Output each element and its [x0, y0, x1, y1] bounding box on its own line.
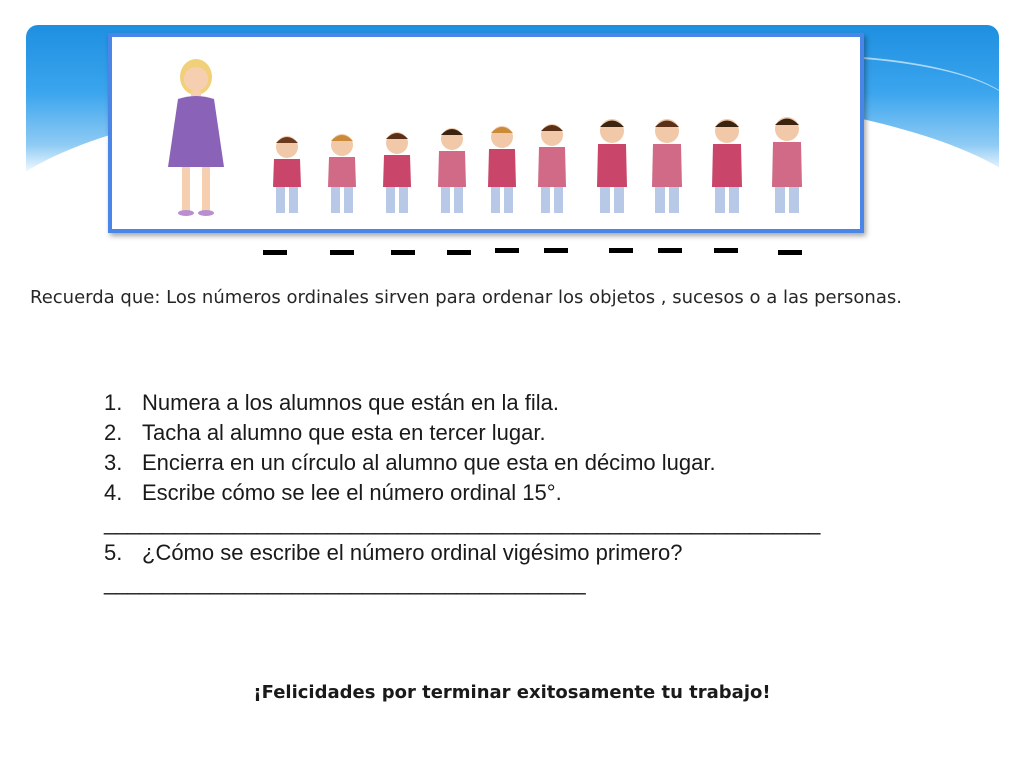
task-text: Numera a los alumnos que están en la fila. — [142, 390, 560, 415]
answer-line-1[interactable]: _____________________________________________________________ — [104, 510, 820, 535]
task-text: Escribe cómo se lee el número ordinal 15°. — [142, 480, 562, 505]
student-figure — [273, 136, 301, 213]
blank-line-6[interactable] — [544, 248, 568, 253]
blank-line-1[interactable] — [263, 250, 287, 255]
task-number: 5. — [104, 540, 123, 565]
student-figure — [438, 128, 466, 213]
task-text: ¿Cómo se escribe el número ordinal vigésimo primero? — [142, 540, 683, 565]
student-figure — [328, 134, 356, 213]
blank-line-5[interactable] — [495, 248, 519, 253]
blank-line-9[interactable] — [714, 248, 738, 253]
task-item — [104, 418, 924, 448]
reminder-text: Recuerda que: Los números ordinales sirven para ordenar los objetos , sucesos o a las personas. — [30, 287, 902, 308]
blank-line-7[interactable] — [609, 248, 633, 253]
congratulations-message: ¡Felicidades por terminar exitosamente tu trabajo! — [253, 682, 771, 703]
blank-line-3[interactable] — [391, 250, 415, 255]
student-row — [273, 117, 802, 213]
task-number: 4. — [104, 480, 123, 505]
task-text: Encierra en un círculo al alumno que esta en décimo lugar. — [142, 450, 716, 475]
answer-line-2[interactable]: _________________________________________ — [104, 570, 586, 595]
students-illustration — [108, 33, 864, 233]
task-item — [104, 448, 924, 478]
blank-line-10[interactable] — [778, 250, 802, 255]
task-list — [104, 388, 924, 598]
task-number: 3. — [104, 450, 123, 475]
blank-line-2[interactable] — [330, 250, 354, 255]
blank-line-8[interactable] — [658, 248, 682, 253]
student-figure — [538, 124, 566, 213]
numbering-blanks — [0, 240, 1024, 270]
task-number: 1. — [104, 390, 123, 415]
task-number: 2. — [104, 420, 123, 445]
student-figure — [488, 126, 516, 213]
student-figure — [383, 132, 411, 213]
student-figure — [597, 119, 627, 213]
task-item — [104, 538, 924, 568]
student-figure — [772, 117, 802, 213]
teacher-figure — [168, 59, 224, 216]
task-text: Tacha al alumno que esta en tercer lugar. — [142, 420, 546, 445]
student-figure — [712, 119, 742, 213]
blank-line-4[interactable] — [447, 250, 471, 255]
students-line-drawing — [112, 37, 860, 229]
task-item — [104, 388, 924, 418]
task-item — [104, 478, 924, 508]
student-figure — [652, 119, 682, 213]
